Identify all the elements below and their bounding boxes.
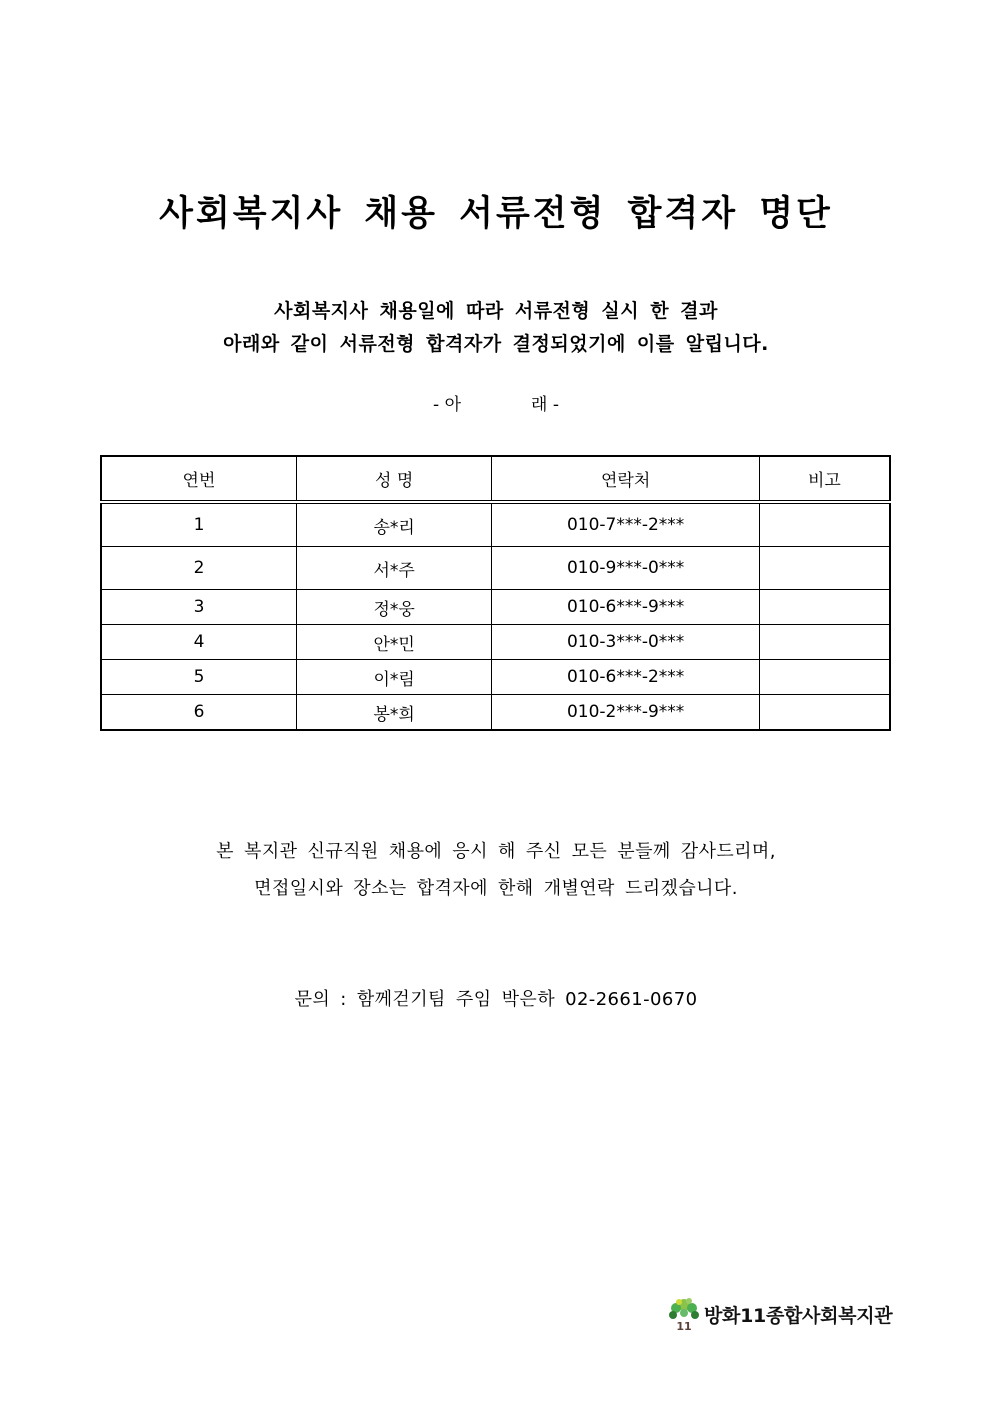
tree-logo-icon — [667, 1296, 701, 1332]
organization-name: 방화11종합사회복지관 — [704, 1304, 893, 1327]
thanks-line: 본 복지관 신규직원 채용에 응시 해 주신 모든 분들께 감사드리며, — [216, 841, 776, 862]
row-name: 서*주 — [296, 547, 491, 590]
row-number: 1 — [101, 502, 296, 547]
row-phone: 010-9***-0*** — [492, 547, 759, 590]
row-number: 4 — [101, 625, 296, 660]
subhead-right: 래 - — [531, 395, 559, 415]
table-row — [101, 695, 890, 731]
row-name: 이*림 — [296, 660, 491, 695]
header-number: 연번 — [101, 456, 296, 502]
row-phone: 010-7***-2*** — [492, 502, 759, 547]
page-title: 사회복지사 채용 서류전형 합격자 명단 — [159, 194, 833, 234]
row-number: 6 — [101, 695, 296, 731]
row-phone: 010-6***-2*** — [492, 660, 759, 695]
header-name: 성 명 — [296, 456, 491, 502]
row-note — [759, 590, 890, 625]
row-phone: 010-2***-9*** — [492, 695, 759, 731]
table-row — [101, 590, 890, 625]
row-note — [759, 547, 890, 590]
row-phone: 010-6***-9*** — [492, 590, 759, 625]
row-name: 송*리 — [296, 502, 491, 547]
row-note — [759, 660, 890, 695]
row-note — [759, 502, 890, 547]
header-contact: 연락처 — [492, 456, 759, 502]
interview-notice-line: 면접일시와 장소는 합격자에 한해 개별연락 드리겠습니다. — [254, 878, 738, 899]
contact-line: 문의 : 함께걷기팀 주임 박은하 02-2661-0670 — [294, 989, 698, 1010]
intro-line-1: 사회복지사 채용일에 따라 서류전형 실시 한 결과 — [274, 300, 718, 322]
table-row — [101, 660, 890, 695]
row-name: 봉*희 — [296, 695, 491, 731]
subhead-left: - 아 — [433, 395, 461, 415]
organization-logo — [667, 1296, 892, 1332]
table-row — [101, 625, 890, 660]
row-name: 안*민 — [296, 625, 491, 660]
table-row — [101, 547, 890, 590]
table-row — [101, 502, 890, 547]
row-note — [759, 625, 890, 660]
row-number: 5 — [101, 660, 296, 695]
header-remarks: 비고 — [759, 456, 890, 502]
row-note — [759, 695, 890, 731]
row-number: 2 — [101, 547, 296, 590]
logo-mark-text: 11 — [676, 1320, 692, 1332]
section-subhead — [0, 390, 992, 415]
row-name: 정*웅 — [296, 590, 491, 625]
row-number: 3 — [101, 590, 296, 625]
row-phone: 010-3***-0*** — [492, 625, 759, 660]
applicant-table — [100, 455, 891, 731]
table-header-row — [101, 456, 890, 502]
intro-line-2: 아래와 같이 서류전형 합격자가 결정되었기에 이를 알립니다. — [223, 333, 769, 355]
